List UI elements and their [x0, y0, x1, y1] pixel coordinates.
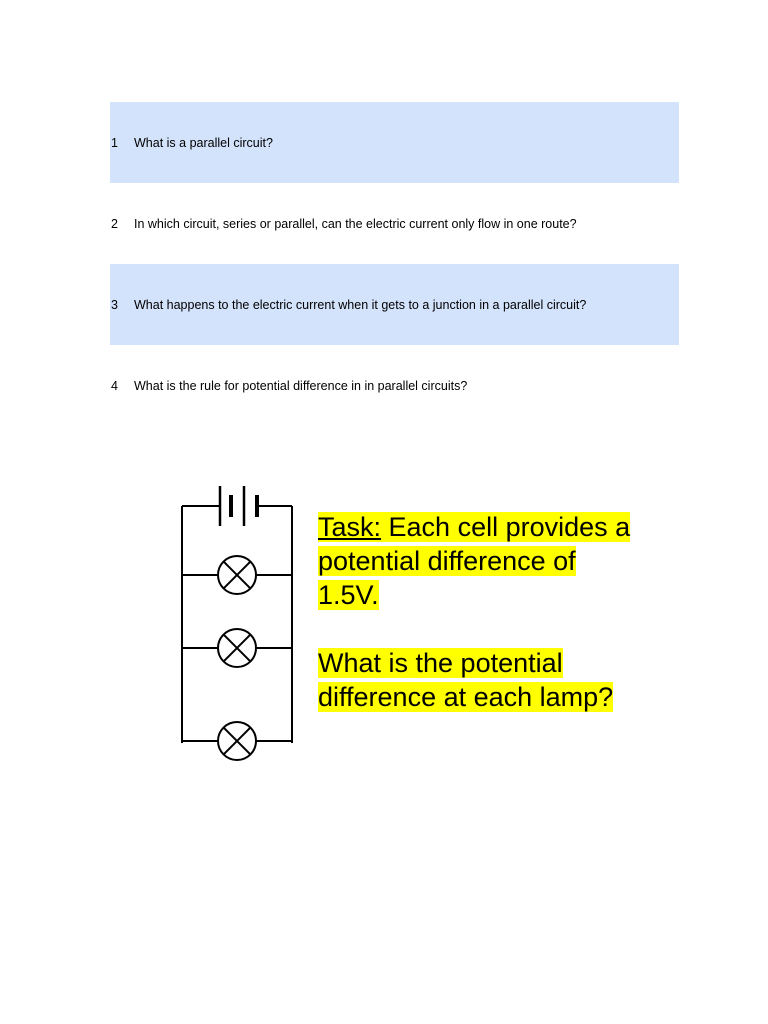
task-text-line-3: 1.5V.: [318, 580, 379, 610]
task-text-line-1: Each cell provides a: [381, 512, 631, 542]
question-number: 2: [111, 216, 118, 231]
questions-table: [110, 102, 679, 426]
question-number: 1: [111, 135, 118, 150]
lamp-3-icon: [218, 722, 256, 760]
question-row-3: [110, 264, 679, 345]
question-text: What is a parallel circuit?: [134, 135, 273, 150]
question-row-1: [110, 102, 679, 183]
task-label: Task:: [318, 512, 382, 542]
task-question-line-2: difference at each lamp?: [318, 682, 614, 712]
question-text: In which circuit, series or parallel, can the electric current only flow in one route?: [134, 216, 577, 231]
question-text: What happens to the electric current when it gets to a junction in a parallel circuit?: [134, 297, 587, 312]
question-row-2: [110, 183, 679, 264]
task-text-line-2: potential difference of: [318, 546, 576, 576]
parallel-circuit-diagram: [170, 478, 300, 768]
lamp-2-icon: [218, 629, 256, 667]
question-text: What is the rule for potential difference in in parallel circuits?: [134, 378, 468, 393]
question-number: 4: [111, 378, 118, 393]
task-question-line-1: What is the potential: [318, 648, 563, 678]
lamp-1-icon: [218, 556, 256, 594]
task-box: [318, 510, 658, 714]
question-number: 3: [111, 297, 118, 312]
question-row-4: [110, 345, 679, 426]
